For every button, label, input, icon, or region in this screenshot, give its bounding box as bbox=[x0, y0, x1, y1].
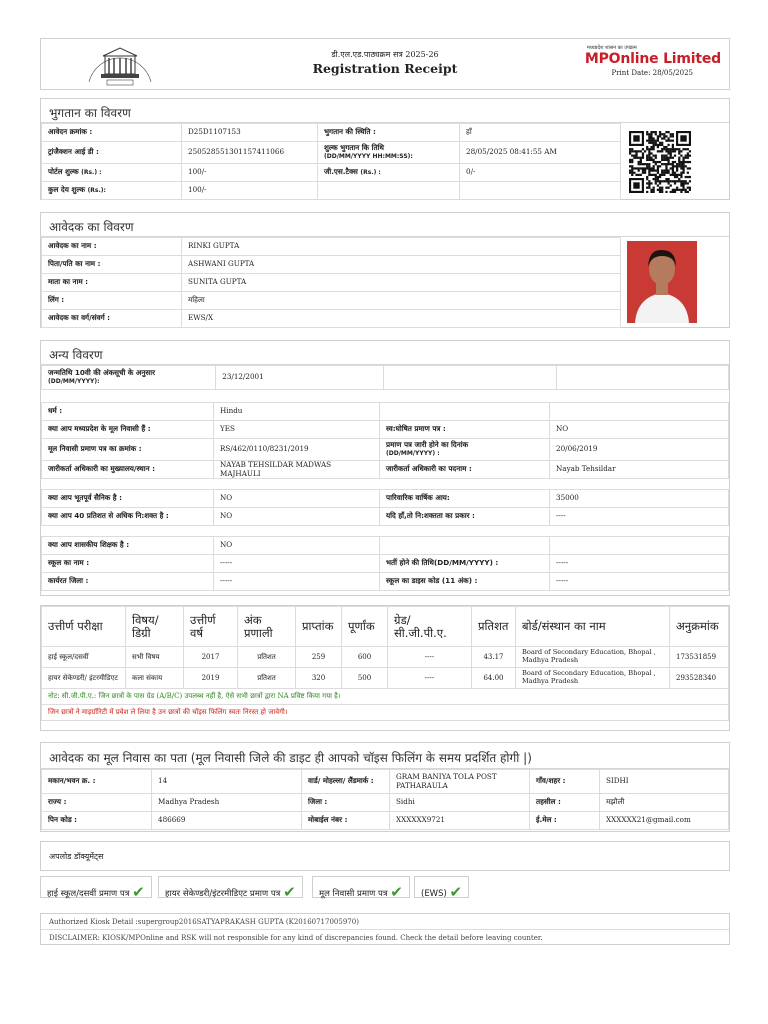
table-row bbox=[42, 705, 729, 721]
other-details-section bbox=[40, 340, 730, 596]
table-row: जारीकर्ता अधिकारी का मुख्यालय/स्थान : NAYAB TEHSILDAR MADWAS MAJHAULI जारीकर्ता अधिकारी का पदनाम : Nayab Tehsildar bbox=[42, 461, 729, 479]
applicant-table bbox=[41, 237, 621, 328]
teacher-table bbox=[41, 536, 729, 591]
print-date: Print Date: 28/05/2025 bbox=[611, 69, 693, 77]
check-icon: ✔ bbox=[449, 883, 463, 901]
doc-ews-cert[interactable]: (EWS) ✔ bbox=[414, 876, 469, 898]
migration-note: जिन छात्रों ने माइग्रॉरिटी में प्रवेश ले लिया है उन छात्रों की चॉइस फिलिंग स्वतः निरस्त हो जावेगी। bbox=[42, 705, 729, 721]
domicile-table bbox=[41, 402, 729, 479]
income-table bbox=[41, 489, 729, 526]
table-row: क्या आप 40 प्रतिशत से अधिक नि:शक्त है : NO यदि हाँ,तो नि:शक्तता का प्रकार : ---- bbox=[42, 508, 729, 526]
receipt-header bbox=[40, 38, 730, 90]
check-icon: ✔ bbox=[132, 883, 145, 901]
payment-section bbox=[40, 98, 730, 200]
applicant-title: आवेदक का विवरण bbox=[41, 213, 729, 237]
other-details-title: अन्य विवरण bbox=[41, 341, 729, 365]
address-section bbox=[40, 742, 730, 832]
table-row bbox=[42, 689, 729, 705]
doc-highschool-cert[interactable]: हाई स्कूल/दसवीं प्रमाण पत्र ✔ bbox=[40, 876, 152, 898]
applicant-photo bbox=[627, 241, 697, 323]
dob-table bbox=[41, 365, 729, 390]
qualification-table bbox=[41, 606, 729, 721]
doc-domicile-cert[interactable]: मूल निवासी प्रमाण पत्र ✔ bbox=[312, 876, 410, 898]
address-table bbox=[41, 769, 729, 830]
footer bbox=[40, 913, 730, 945]
table-row: पिन कोड : 486669 मोबाईल नंबर : XXXXXX9721 ई.मेल : XXXXXX21@gmail.com bbox=[42, 812, 729, 830]
doc-intermediate-cert[interactable]: हायर सेकेण्डरी/इंटरमीडिएट प्रमाण पत्र ✔ bbox=[158, 876, 303, 898]
table-row: पोर्टल शुल्क (Rs.) : 100/- जी.एस.टैक्स (Rs.) : 0/- bbox=[42, 164, 621, 182]
table-row: लिंग : महिला bbox=[42, 292, 621, 310]
payment-table bbox=[41, 123, 621, 200]
page-title: Registration Receipt bbox=[312, 61, 458, 76]
payment-title: भुगतान का विवरण bbox=[41, 99, 729, 123]
table-row: कार्यरत जिला : ----- स्कूल का डाइस कोड (11 अंक) : ----- bbox=[42, 573, 729, 591]
table-row: आवेदन क्रमांक : D25D1107153 भुगतान की स्थिति : हाँ bbox=[42, 124, 621, 142]
qr-code-icon[interactable] bbox=[629, 131, 691, 193]
uploads-title: अपलोड डॉक्यूमेंट्स bbox=[49, 852, 104, 861]
table-row: धर्म : Hindu bbox=[42, 403, 729, 421]
table-row: राज्य : Madhya Pradesh जिला : Sidhi तहसील : मझौली bbox=[42, 794, 729, 812]
table-row: ट्रांजैक्शन आई डी : 250528551301157411066 शुल्क भुगतान कि तिथि (DD/MM/YYYY HH:MM:SS): 28/05/2025 08:41:55 AM bbox=[42, 142, 621, 164]
brand-name: MPOnline Limited bbox=[584, 51, 721, 67]
applicant-section bbox=[40, 212, 730, 328]
check-icon: ✔ bbox=[390, 883, 403, 901]
table-row: जन्मतिथि 10वी की अंकसूची के अनुसार (DD/MM/YYYY): 23/12/2001 bbox=[42, 366, 729, 390]
table-row: हायर सेकेण्डरी/ इंटरमीडिएट कला संकाय 2019 प्रतिशत 320 500 ---- 64.00 Board of Secondary Education, Bhopal , Madhya Pradesh 293528340 bbox=[42, 668, 729, 689]
brand-tagline: मध्यप्रदेश शासन का उपक्रम bbox=[586, 45, 637, 51]
table-row: मूल निवासी प्रमाण पत्र का क्रमांक : RS/462/0110/8231/2019 प्रमाण पत्र जारी होने का दिनांक (DD/MM/YYYY) : 20/06/2019 bbox=[42, 439, 729, 461]
table-row: माता का नाम : SUNITA GUPTA bbox=[42, 274, 621, 292]
table-row: स्कूल का नाम : ----- भर्ती होने की तिथि(DD/MM/YYYY) : ----- bbox=[42, 555, 729, 573]
table-row: क्या आप मध्यप्रदेश के मूल निवासी हैं : YES स्व:घोषित प्रमाण पत्र : NO bbox=[42, 421, 729, 439]
table-row: क्या आप शासकीय शिक्षक है : NO bbox=[42, 537, 729, 555]
table-row: कुल देय शुल्क (Rs.): 100/- bbox=[42, 182, 621, 200]
table-header-row: उत्तीर्ण परीक्षा विषय/ डिग्री उत्तीर्ण वर्ष अंक प्रणाली प्राप्तांक पूर्णांक ग्रेड/ सी.जी.पी.ए. प्रतिशत बोर्ड/संस्थान का नाम अनुक्रमांक bbox=[42, 607, 729, 647]
person-photo-icon bbox=[627, 241, 697, 323]
table-row: पिता/पति का नाम : ASHWANI GUPTA bbox=[42, 256, 621, 274]
mponline-brand bbox=[585, 45, 721, 77]
check-icon: ✔ bbox=[283, 883, 296, 901]
disclaimer: DISCLAIMER: KIOSK/MPOnline and RSK will not responsible for any kind of discrepancies found. Check the detail before leaving counter. bbox=[49, 934, 543, 942]
uploads-title-box bbox=[40, 841, 730, 871]
cgpa-note: नोट: सी.जी.पी.ए.: जिन छात्रों के पास ग्रेड (A/B/C) उपलब्ध नहीं है, ऐसे सभी छात्रों द्वारा NA प्रविष्ट किया गया है। bbox=[42, 689, 729, 705]
table-row: हाई स्कूल/दसवीं सभी विषय 2017 प्रतिशत 259 600 ---- 43.17 Board of Secondary Education, Bhopal , Madhya Pradesh 173531859 bbox=[42, 647, 729, 668]
uploads-list bbox=[40, 872, 730, 904]
kiosk-detail: Authorized Kiosk Detail :supergroup2016SATYAPRAKASH GUPTA (K20160717005970) bbox=[41, 914, 729, 930]
qualification-section bbox=[40, 605, 730, 731]
table-row: मकान/भवन क्र. : 14 वार्ड/ मोहल्ला/ लैंडमार्क : GRAM BANIYA TOLA POST PATHARAULA गाँव/शहर : SIDHI bbox=[42, 770, 729, 794]
table-row: आवेदक का वर्ग/संवर्ग : EWS/X bbox=[42, 310, 621, 328]
table-row: क्या आप भूतपूर्व सैनिक है : NO पारिवारिक वार्षिक आय: 35000 bbox=[42, 490, 729, 508]
address-title: आवेदक का मूल निवास का पता (मूल निवासी जिले की डाइट ही आपको चॉइस फिलिंग के समय प्रदर्शित होगी |) bbox=[41, 743, 729, 769]
course-subtitle: डी.एल.एड.पाठ्यक्रम सत्र 2025-26 bbox=[331, 50, 439, 59]
table-row: आवेदक का नाम : RINKI GUPTA bbox=[42, 238, 621, 256]
